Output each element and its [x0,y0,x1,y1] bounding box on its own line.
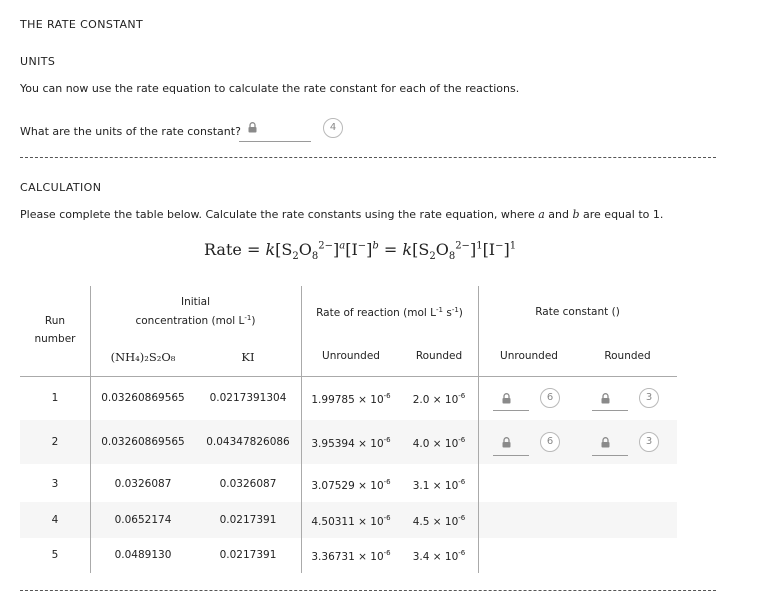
ki-column-header: KI [241,350,255,364]
rounded-exponent: -6 [458,514,466,522]
constant-unrounded-header: Unrounded [500,350,558,362]
rate-unrounded-header: Unrounded [322,350,380,362]
rounded-exponent: -6 [458,436,466,444]
eq-exp-b: b [372,240,379,252]
rounded-mantissa: 4.5 × 10 [412,516,459,528]
page-title: THE RATE CONSTANT [20,18,144,31]
instruction-text-post: are equal to 1. [579,208,664,221]
rounded-exponent: -6 [458,549,466,557]
run-number-header [20,315,90,345]
units-heading: UNITS [20,55,56,68]
rate-rounded-cell [400,549,478,563]
table-header-rule [20,376,677,377]
rate-unrounded-cell [305,478,397,492]
run-header-line1: Run [44,315,66,327]
section-divider [20,590,716,591]
units-marks-badge: 4 [323,118,343,138]
rate-unrounded-cell [305,549,397,563]
rate-header-exp2: -1 [451,306,459,314]
rate-constant-unrounded-input[interactable] [493,410,529,411]
lock-icon [601,393,610,404]
table-divider [90,286,91,573]
unrounded-marks-badge: 6 [540,388,560,408]
ki-cell: 0.0217391304 [209,392,287,404]
lock-icon [601,437,610,448]
rounded-exponent: -6 [458,392,466,400]
lock-icon [502,437,511,448]
rounded-marks-badge: 3 [639,432,659,452]
persulfate-cell: 0.03260869565 [101,392,185,404]
persulfate-cell: 0.03260869565 [101,436,185,448]
persulfate-column-header: (NH₄)₂S₂O₈ [110,350,176,364]
rate-constant-rounded-input[interactable] [592,410,628,411]
units-answer-input[interactable] [239,141,311,142]
rate-header-close: ) [458,307,463,319]
rounded-mantissa: 3.4 × 10 [412,551,459,563]
rate-exponent: -6 [383,436,391,444]
rate-header-pre: Rate of reaction (mol L [316,307,437,319]
rate-header-mid: s [443,307,452,319]
rate-rounded-cell [400,392,478,406]
run-number-cell: 3 [51,478,59,490]
instruction-var-a: a [538,208,545,221]
rate-exponent: -6 [383,549,391,557]
rounded-mantissa: 3.1 × 10 [412,480,459,492]
initial-header-line2: concentration (mol L [135,315,245,327]
instruction-var-b: b [572,208,580,221]
constant-rounded-header: Rounded [604,350,651,362]
rate-exponent: -6 [383,392,391,400]
eq-exp-1a: 1 [476,240,483,252]
units-question: What are the units of the rate constant? [20,125,241,138]
section-divider [20,157,716,158]
rate-of-reaction-header [301,306,478,319]
eq-k-2: k [402,240,413,259]
rate-equation: Rate = $k[S_2O_8^{2-}]^a[I^-]^b = k[S_2O_8^{2-}]^1[I^-]^1$ [204,240,517,263]
persulfate-cell: 0.0652174 [114,514,172,526]
ki-cell: 0.0217391 [219,514,277,526]
rate-unrounded-cell [305,392,397,406]
rounded-exponent: -6 [458,478,466,486]
instruction-text-mid: and [544,208,573,221]
run-header-line2: number [34,333,76,345]
ki-cell: 0.0326087 [219,478,277,490]
calculation-instruction [20,208,663,221]
rate-constant-rounded-input[interactable] [592,455,628,456]
lock-icon [248,122,257,133]
eq-exp-1b: 1 [509,240,517,252]
run-number-cell: 2 [51,436,59,448]
rate-exponent: -6 [383,478,391,486]
rate-rounded-cell [400,478,478,492]
persulfate-cell: 0.0489130 [114,549,172,561]
run-number-cell: 4 [51,514,59,526]
ki-cell: 0.04347826086 [206,436,290,448]
rounded-marks-badge: 3 [639,388,659,408]
lock-icon [502,393,511,404]
initial-header-exp: -1 [244,314,252,322]
ki-cell: 0.0217391 [219,549,277,561]
run-number-cell: 5 [51,549,59,561]
rate-rounded-cell [400,436,478,450]
rate-rounded-header: Rounded [415,350,463,362]
unrounded-marks-badge: 6 [540,432,560,452]
calculation-heading: CALCULATION [20,181,102,194]
rate-unrounded-cell [305,514,397,528]
initial-header-line1: Initial [180,296,211,308]
rate-rounded-cell [400,514,478,528]
rate-constant-header: Rate constant () [535,306,620,318]
eq-equals-1: = [246,240,261,259]
initial-concentration-header [90,296,301,327]
eq-exp-a: a [339,240,346,252]
rounded-mantissa: 4.0 × 10 [412,438,459,450]
rate-exponent: -6 [383,514,391,522]
rate-mantissa: 3.95394 × 10 [311,438,384,450]
initial-header-close: ) [251,315,256,327]
eq-rate-label: Rate [204,240,242,259]
persulfate-cell: 0.0326087 [114,478,172,490]
table-divider [478,286,479,573]
run-number-cell: 1 [51,392,59,404]
rate-mantissa: 4.50311 × 10 [311,516,384,528]
instruction-text-pre: Please complete the table below. Calculate the rate constants using the rate equation, where [20,208,539,221]
eq-k-1: k [265,240,276,259]
eq-equals-2: = [383,240,398,259]
rate-unrounded-cell [305,436,397,450]
rate-mantissa: 1.99785 × 10 [311,394,384,406]
table-divider [301,286,302,573]
units-intro: You can now use the rate equation to calculate the rate constant for each of the reactions. [20,82,520,95]
rate-constant-unrounded-input[interactable] [493,455,529,456]
rate-header-exp1: -1 [436,306,443,314]
rate-mantissa: 3.36731 × 10 [311,551,384,563]
rate-mantissa: 3.07529 × 10 [311,480,384,492]
rounded-mantissa: 2.0 × 10 [412,394,459,406]
